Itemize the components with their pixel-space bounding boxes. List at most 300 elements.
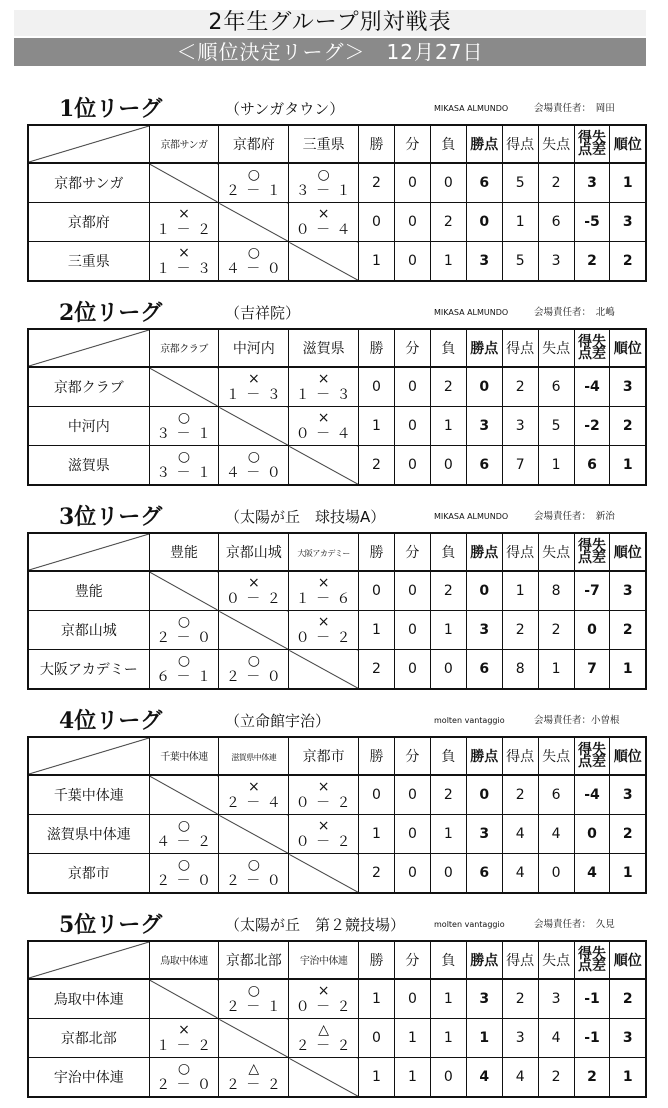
self-match-cell [219,815,289,854]
opponent-header-label: 京都山城 [225,545,282,561]
self-match-cell [289,1058,359,1098]
league-title: 4位リーグ [59,708,163,734]
league-header [27,94,647,124]
result-symbol: × [317,205,330,222]
wins-value: 1 [359,611,395,650]
result-symbol: ○ [177,817,191,834]
table-header-row [28,329,646,367]
opponent-header-label: 豊能 [170,545,199,561]
col-gd-top: 得失 [578,130,606,146]
goals-against-value: 8 [538,571,574,611]
opponent-header [219,941,289,979]
table-row [28,650,646,690]
table-row [28,1019,646,1058]
losses-value: 1 [430,979,466,1019]
opponent-header-label: 京都府 [232,137,275,153]
draws-value: 0 [394,854,430,894]
goals-for-value: 4 [502,1058,538,1098]
col-rank: 順位 [610,737,646,775]
col-gf: 得点 [502,533,538,571]
draws-value: 0 [394,163,430,203]
draws-value: 0 [394,242,430,282]
result-symbol: × [317,370,330,387]
opponent-header [289,737,359,775]
match-result [149,854,219,894]
draws-value: 0 [394,979,430,1019]
losses-value: 2 [430,203,466,242]
team-name-label: 豊能 [74,584,103,600]
match-result [149,1058,219,1098]
team-name [28,611,149,650]
losses-value: 1 [430,1019,466,1058]
rank-value: 2 [610,407,646,446]
col-loss: 負 [430,125,466,163]
result-symbol: × [317,574,330,591]
goals-for-value: 2 [502,367,538,407]
corner-cell [28,125,149,163]
table-row [28,242,646,282]
goals-for-value: 4 [502,815,538,854]
self-match-cell [149,163,219,203]
team-name-label: 京都サンガ [54,176,124,192]
result-symbol: △ [248,1060,260,1077]
points-value: 3 [466,407,502,446]
col-rank: 順位 [610,125,646,163]
match-result [219,367,289,407]
result-symbol: × [247,574,260,591]
wins-value: 2 [359,650,395,690]
goal-diff-value: 7 [574,650,610,690]
losses-value: 1 [430,242,466,282]
goal-diff-value: -1 [574,979,610,1019]
wins-value: 1 [359,979,395,1019]
rank-value: 3 [610,775,646,815]
col-gd-top: 得失 [578,946,606,962]
table-header-row [28,125,646,163]
goals-against-value: 4 [538,1019,574,1058]
rank-value: 2 [610,815,646,854]
result-score: １ － ３ [295,386,352,403]
result-symbol: ○ [177,1060,191,1077]
table-header-row [28,941,646,979]
team-name-label: 京都府 [67,215,110,231]
points-value: 6 [466,163,502,203]
rank-value: 3 [610,571,646,611]
col-gd-bottom: 点差 [578,958,606,974]
points-value: 6 [466,650,502,690]
match-result [289,611,359,650]
league-section [27,502,647,690]
points-value: 3 [466,242,502,282]
wins-value: 0 [359,1019,395,1058]
col-gd-top: 得失 [578,742,606,758]
team-name [28,979,149,1019]
goals-against-value: 6 [538,367,574,407]
team-name-label: 宇治中体連 [53,1070,124,1086]
draws-value: 0 [394,407,430,446]
col-gf: 得点 [502,737,538,775]
team-name [28,815,149,854]
losses-value: 2 [430,367,466,407]
col-gd [574,533,610,571]
match-result [219,446,289,486]
opponent-header [289,125,359,163]
result-score: ２ － ０ [156,872,212,889]
col-loss: 負 [430,941,466,979]
match-result [149,203,219,242]
col-win: 勝 [359,737,395,775]
draws-value: 0 [394,650,430,690]
match-result [289,367,359,407]
page-subtitle: ＜順位決定リーグ＞ 12月27日 [14,38,646,66]
result-score: ３ － １ [156,464,212,481]
team-name [28,571,149,611]
wins-value: 0 [359,203,395,242]
corner-cell [28,737,149,775]
self-match-cell [219,407,289,446]
wins-value: 0 [359,571,395,611]
team-name-label: 三重県 [67,254,110,270]
draws-value: 0 [394,611,430,650]
losses-value: 1 [430,611,466,650]
col-gd [574,329,610,367]
goals-against-value: 2 [538,611,574,650]
col-points: 勝点 [466,125,502,163]
result-symbol: ○ [247,166,260,183]
col-ga: 失点 [538,533,574,571]
table-row [28,203,646,242]
rank-value: 1 [610,446,646,486]
result-symbol: ○ [177,856,191,873]
col-draw: 分 [394,533,430,571]
result-score: ２ － ０ [156,1076,212,1093]
result-symbol: × [178,1021,190,1038]
rank-value: 1 [610,1058,646,1098]
match-result [219,1058,289,1098]
draws-value: 1 [394,1019,430,1058]
goal-diff-value: 2 [574,1058,610,1098]
result-symbol: × [317,982,330,999]
self-match-cell [219,203,289,242]
page-title: 2年生グループ別対戦表 [14,10,646,36]
col-gf: 得点 [502,329,538,367]
wins-value: 2 [359,446,395,486]
team-name-label: 京都市 [67,866,110,882]
points-value: 6 [466,446,502,486]
result-symbol: × [247,370,260,387]
league-section [27,910,647,1098]
opponent-header-label: 京都北部 [225,953,282,969]
goal-diff-value: -4 [574,367,610,407]
table-row [28,407,646,446]
goal-diff-value: 6 [574,446,610,486]
league-ball: MIKASA ALMUNDO [434,512,509,521]
result-score: ４ － ２ [156,833,212,850]
match-result [149,446,219,486]
col-gd [574,941,610,979]
col-gf: 得点 [502,941,538,979]
result-score: ２ － １ [225,182,282,199]
table-row [28,611,646,650]
league-section [27,94,647,282]
col-loss: 負 [430,737,466,775]
opponent-header-label: 京都サンガ [160,140,208,151]
match-result [289,407,359,446]
league-title: 1位リーグ [59,96,163,122]
result-symbol: × [317,817,330,834]
league-header [27,910,647,940]
team-name [28,367,149,407]
result-score: ３ － １ [295,182,352,199]
league-section [27,298,647,486]
draws-value: 0 [394,367,430,407]
col-ga: 失点 [538,125,574,163]
col-gd-bottom: 点差 [578,346,606,362]
result-score: ２ － ２ [295,1037,352,1054]
wins-value: 2 [359,854,395,894]
team-name [28,1019,149,1058]
col-rank: 順位 [610,533,646,571]
result-symbol: × [178,244,190,261]
goals-against-value: 3 [538,979,574,1019]
league-title: 5位リーグ [59,912,163,938]
col-points: 勝点 [466,941,502,979]
match-result [219,163,289,203]
col-draw: 分 [394,941,430,979]
opponent-header-label: 滋賀県中体連 [231,753,277,762]
opponent-header [149,941,219,979]
losses-value: 2 [430,775,466,815]
corner-cell [28,941,149,979]
opponent-header [289,329,359,367]
goal-diff-value: -2 [574,407,610,446]
league-ball: molten vantaggio [434,920,505,929]
rank-value: 1 [610,854,646,894]
result-score: １ － ３ [156,260,212,277]
opponent-header [219,125,289,163]
goals-for-value: 1 [502,203,538,242]
col-draw: 分 [394,125,430,163]
league-table [27,124,647,282]
match-result [289,815,359,854]
result-symbol: △ [318,1021,329,1038]
league-venue: （立命館宇治） [225,712,331,730]
opponent-header [149,125,219,163]
col-win: 勝 [359,941,395,979]
col-ga: 失点 [538,941,574,979]
team-name-label: 鳥取中体連 [53,992,124,1008]
league-responsible: 会場責任者： 新治 [534,511,615,522]
result-score: ０ － ４ [295,221,352,238]
points-value: 6 [466,854,502,894]
opponent-header [219,329,289,367]
league-ball: molten vantaggio [434,716,505,725]
team-name-label: 滋賀県 [67,458,110,474]
points-value: 0 [466,775,502,815]
col-loss: 負 [430,329,466,367]
losses-value: 0 [430,1058,466,1098]
team-name [28,650,149,690]
goals-against-value: 4 [538,815,574,854]
losses-value: 0 [430,854,466,894]
rank-value: 2 [610,611,646,650]
col-gd-top: 得失 [578,538,606,554]
result-score: ３ － １ [156,425,212,442]
opponent-header [289,533,359,571]
points-value: 1 [466,1019,502,1058]
opponent-header-label: 千葉中体連 [160,752,208,763]
wins-value: 1 [359,815,395,854]
league-responsible: 会場責任者： 北嶋 [534,307,615,318]
goals-for-value: 7 [502,446,538,486]
result-symbol: ○ [247,982,260,999]
opponent-header [149,737,219,775]
goal-diff-value: 3 [574,163,610,203]
goal-diff-value: -5 [574,203,610,242]
result-score: ２ － ０ [156,629,212,646]
league-table [27,532,647,690]
team-name-label: 京都北部 [60,1031,117,1047]
draws-value: 0 [394,203,430,242]
goal-diff-value: -7 [574,571,610,611]
goal-diff-value: 0 [574,611,610,650]
result-score: ０ － ４ [295,425,352,442]
col-gd [574,125,610,163]
goals-against-value: 3 [538,242,574,282]
result-symbol: ○ [247,448,260,465]
goals-for-value: 1 [502,571,538,611]
league-venue: （吉祥院） [225,304,301,322]
match-result [289,203,359,242]
result-symbol: × [317,778,330,795]
wins-value: 1 [359,242,395,282]
goals-for-value: 4 [502,854,538,894]
match-result [149,815,219,854]
match-result [219,775,289,815]
league-venue: （サンガタウン） [225,100,345,118]
rank-value: 3 [610,203,646,242]
result-symbol: × [247,778,260,795]
losses-value: 2 [430,571,466,611]
self-match-cell [149,979,219,1019]
draws-value: 0 [394,446,430,486]
team-name-label: 京都クラブ [53,380,124,396]
match-result [219,979,289,1019]
result-score: ４ － ０ [225,464,282,481]
result-symbol: ○ [177,448,191,465]
goals-against-value: 2 [538,1058,574,1098]
table-row [28,571,646,611]
self-match-cell [289,854,359,894]
points-value: 4 [466,1058,502,1098]
league-table [27,736,647,894]
losses-value: 0 [430,650,466,690]
match-result [149,1019,219,1058]
team-name [28,407,149,446]
league-header [27,298,647,328]
league-title: 2位リーグ [59,300,163,326]
match-result [219,242,289,282]
opponent-header-label: 滋賀県 [302,341,345,357]
col-gd-bottom: 点差 [578,142,606,158]
result-score: ４ － ０ [225,260,282,277]
wins-value: 1 [359,1058,395,1098]
col-points: 勝点 [466,737,502,775]
team-name [28,242,149,282]
points-value: 3 [466,979,502,1019]
losses-value: 1 [430,815,466,854]
col-gd-bottom: 点差 [578,754,606,770]
rank-value: 3 [610,367,646,407]
rank-value: 2 [610,979,646,1019]
self-match-cell [219,611,289,650]
league-responsible: 会場責任者： 久見 [534,919,615,930]
team-name-label: 京都山城 [60,623,117,639]
goal-diff-value: 4 [574,854,610,894]
corner-cell [28,533,149,571]
result-symbol: ○ [247,244,260,261]
opponent-header [149,329,219,367]
league-venue: （太陽が丘 第２競技場） [225,916,406,934]
team-name-label: 滋賀県中体連 [46,827,131,843]
losses-value: 0 [430,163,466,203]
wins-value: 0 [359,367,395,407]
team-name [28,203,149,242]
col-win: 勝 [359,125,395,163]
goals-for-value: 5 [502,163,538,203]
league-header [27,706,647,736]
opponent-header-label: 宇治中体連 [299,956,348,967]
opponent-header [219,737,289,775]
goals-against-value: 2 [538,163,574,203]
col-win: 勝 [359,533,395,571]
rank-value: 1 [610,650,646,690]
result-score: ０ － ２ [295,794,352,811]
col-rank: 順位 [610,941,646,979]
goals-for-value: 3 [502,1019,538,1058]
self-match-cell [289,650,359,690]
col-gd [574,737,610,775]
team-name-label: 中河内 [67,419,110,435]
col-gd-top: 得失 [578,334,606,350]
rank-value: 2 [610,242,646,282]
table-row [28,815,646,854]
league-header [27,502,647,532]
result-symbol: × [317,409,330,426]
rank-value: 1 [610,163,646,203]
result-symbol: ○ [247,652,260,669]
result-symbol: ○ [177,652,191,669]
goal-diff-value: -4 [574,775,610,815]
league-table [27,940,647,1098]
league-ball: MIKASA ALMUNDO [434,308,509,317]
goals-for-value: 2 [502,979,538,1019]
opponent-header [219,533,289,571]
col-draw: 分 [394,329,430,367]
col-points: 勝点 [466,329,502,367]
losses-value: 1 [430,407,466,446]
opponent-header-label: 京都市 [302,749,345,765]
result-score: ０ － ２ [295,833,352,850]
draws-value: 0 [394,815,430,854]
opponent-header-label: 大阪アカデミー [297,549,350,558]
match-result [219,854,289,894]
self-match-cell [289,242,359,282]
match-result [289,1019,359,1058]
goals-against-value: 1 [538,446,574,486]
self-match-cell [219,1019,289,1058]
result-score: ２ － ０ [225,872,282,889]
